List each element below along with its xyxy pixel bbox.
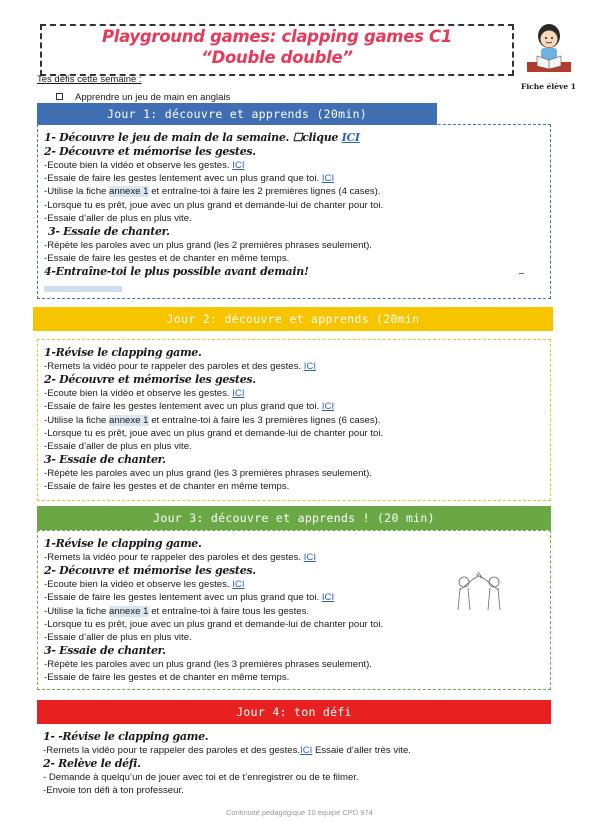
checkbox-icon (56, 93, 63, 100)
annexe-highlight: annexe 1 (109, 186, 149, 198)
instruction-line (44, 414, 544, 427)
line-text: 1- -Révise le clapping game. (43, 730, 209, 743)
line-text: 2- Relève le défi. (43, 757, 141, 771)
instruction-line (44, 480, 544, 493)
line-text: et entraîne-toi à faire les 2 premières lignes (4 cases). (148, 186, 381, 198)
step-heading (44, 265, 544, 279)
step-heading (44, 145, 544, 159)
line-text: 3- Essaie de chanter. (48, 225, 170, 239)
line-text: 3- Essaie de chanter. (44, 644, 166, 658)
line-text: -Essaie de faire les gestes lentement avec un plus grand que toi. (44, 173, 322, 185)
day2-banner: Jour 2: découvre et apprends (20min (33, 307, 553, 331)
day1-banner: Jour 1: découvre et apprends (20min) (37, 103, 437, 125)
clapping-children-icon (450, 570, 508, 618)
line-text: -Répète les paroles avec un plus grand (les 3 premières phrases seulement). (44, 659, 372, 671)
step-heading (44, 373, 544, 387)
instruction-line (44, 618, 544, 631)
instruction-line (44, 185, 544, 198)
day4-banner: Jour 4: ton défi (37, 700, 551, 724)
ici-link[interactable]: ICI (303, 552, 316, 563)
ici-link[interactable]: ICI (303, 361, 316, 372)
step-heading (43, 730, 545, 744)
annexe-highlight: annexe 1 (109, 414, 149, 426)
line-text: 3- Essaie de chanter. (44, 453, 166, 467)
line-text: 2- Découvre et mémorise les gestes. (44, 145, 256, 158)
day2-frame (37, 339, 551, 501)
page-title: Playground games: clapping games C1 (101, 27, 453, 46)
ici-link[interactable]: ICI (232, 388, 245, 400)
ici-link[interactable]: ICI (321, 401, 335, 413)
ici-link[interactable]: ICI (321, 173, 335, 185)
line-text: 1-Révise le clapping game. (44, 537, 202, 550)
instruction-line (43, 784, 545, 797)
instruction-line (44, 199, 544, 212)
line-text: 1- Découvre le jeu de main de la semaine. ☐clique (44, 131, 342, 144)
step-heading (44, 225, 544, 239)
line-text: -Remets la vidéo pour te rappeler des paroles et des gestes. (44, 361, 304, 372)
line-text: -Remets la vidéo pour te rappeler des paroles et des gestes. (43, 745, 301, 756)
defis-item-text: Apprendre un jeu de main en anglais (75, 92, 231, 103)
line-text: 1-Révise le clapping game. (44, 346, 202, 359)
line-text: - Demande à quelqu’un de jouer avec toi et de t’enregistrer ou de te filmer. (43, 772, 359, 784)
line-text: -Lorsque tu es prêt, joue avec un plus grand et demande-lui de chanter pour toi. (44, 618, 384, 630)
line-text: -Essaie d’aller de plus en plus vite. (44, 632, 192, 644)
instruction-line (44, 252, 544, 265)
instruction-line (44, 631, 544, 644)
instruction-line (44, 172, 544, 185)
day1-frame (37, 124, 551, 299)
defis-title: Tes défis cette semaine : (37, 74, 142, 85)
ici-link[interactable]: ICI (300, 745, 313, 756)
line-text: et entraîne-toi à faire tous les gestes. (148, 605, 310, 617)
day3-banner: Jour 3: découvre et apprends ! (20 min) (37, 506, 551, 530)
ici-link[interactable]: ICI (321, 592, 335, 604)
line-text: -Essaie de faire les gestes et de chanter en même temps. (44, 481, 290, 493)
instruction-line (44, 467, 544, 480)
line-text: et entraîne-toi à faire les 3 premières lignes (6 cases). (148, 414, 381, 426)
day4-body (43, 730, 545, 798)
line-text: -Essaie d’aller de plus en plus vite. (44, 212, 192, 224)
instruction-line (44, 159, 544, 172)
step-heading (44, 346, 544, 360)
line-text: -Envoie ton défi à ton professeur. (43, 785, 184, 797)
day2-body (44, 346, 544, 494)
line-text: -Essaie d’aller de plus en plus vite. (44, 441, 192, 453)
line-text: -Lorsque tu es prêt, joue avec un plus grand et demande-lui de chanter pour toi. (44, 427, 384, 439)
day4-frame (37, 724, 551, 814)
footer: Continuité pédagogique 10 équipe CPD 974 (226, 808, 373, 817)
line-prefix: -Utilise la fiche (44, 186, 110, 198)
line-text: -Essaie de faire les gestes et de chanter en même temps. (44, 672, 290, 684)
instruction-line (44, 658, 544, 671)
annexe-highlight: annexe 1 (109, 605, 149, 617)
line-text: -Essaie de faire les gestes lentement avec un plus grand que toi. (44, 592, 322, 604)
instruction-line (44, 427, 544, 440)
instruction-line (44, 212, 544, 225)
page-subtitle: “Double double” (201, 48, 353, 67)
instruction-line (44, 400, 544, 413)
instruction-line (44, 360, 544, 373)
instruction-line (43, 771, 545, 784)
day1-body (44, 131, 544, 297)
student-reading-icon (525, 20, 573, 78)
ici-link[interactable]: ICI (232, 579, 245, 591)
line-text: 2- Découvre et mémorise les gestes. (44, 564, 256, 578)
instruction-line (44, 387, 544, 400)
line-text: -Lorsque tu es prêt, joue avec un plus grand et demande-lui de chanter pour toi. (44, 199, 384, 211)
line-text: 4-Entraîne-toi le plus possible avant demain! (44, 265, 309, 279)
title-box (40, 24, 514, 76)
divider (519, 273, 524, 274)
line-prefix: -Utilise la fiche (44, 605, 110, 617)
ici-link[interactable]: ICI (341, 131, 360, 144)
line-text: -Ecoute bien la vidéo et observe les gestes. (44, 388, 233, 400)
line-text: -Répète les paroles avec un plus grand (les 2 premières phrases seulement). (44, 240, 372, 252)
line-prefix: -Utilise la fiche (44, 414, 110, 426)
line-text: -Essaie de faire les gestes lentement avec un plus grand que toi. (44, 401, 322, 413)
line-text: -Répète les paroles avec un plus grand (les 3 premières phrases seulement). (44, 468, 372, 480)
line-text: -Remets la vidéo pour te rappeler des paroles et des gestes. (44, 552, 304, 563)
step-heading (44, 453, 544, 467)
step-heading (44, 131, 544, 145)
step-heading (44, 537, 544, 551)
ici-link[interactable]: ICI (232, 160, 245, 171)
line-text: -Ecoute bien la vidéo et observe les gestes. (44, 160, 233, 171)
instruction-line (44, 239, 544, 252)
line-text: -Ecoute bien la vidéo et observe les gestes. (44, 579, 233, 591)
line-text: 2- Découvre et mémorise les gestes. (44, 373, 256, 387)
defis-item (56, 92, 230, 103)
step-heading (43, 757, 545, 771)
instruction-line (44, 440, 544, 453)
instruction-line (43, 744, 545, 757)
line-suffix: Essaie d’aller très vite. (312, 745, 411, 756)
step-heading (44, 644, 544, 658)
highlight-bar (44, 286, 122, 292)
fiche-label: Fiche élève 1 (521, 82, 576, 91)
instruction-line (44, 551, 544, 564)
instruction-line (44, 671, 544, 684)
line-text: -Essaie de faire les gestes et de chanter en même temps. (44, 253, 290, 265)
